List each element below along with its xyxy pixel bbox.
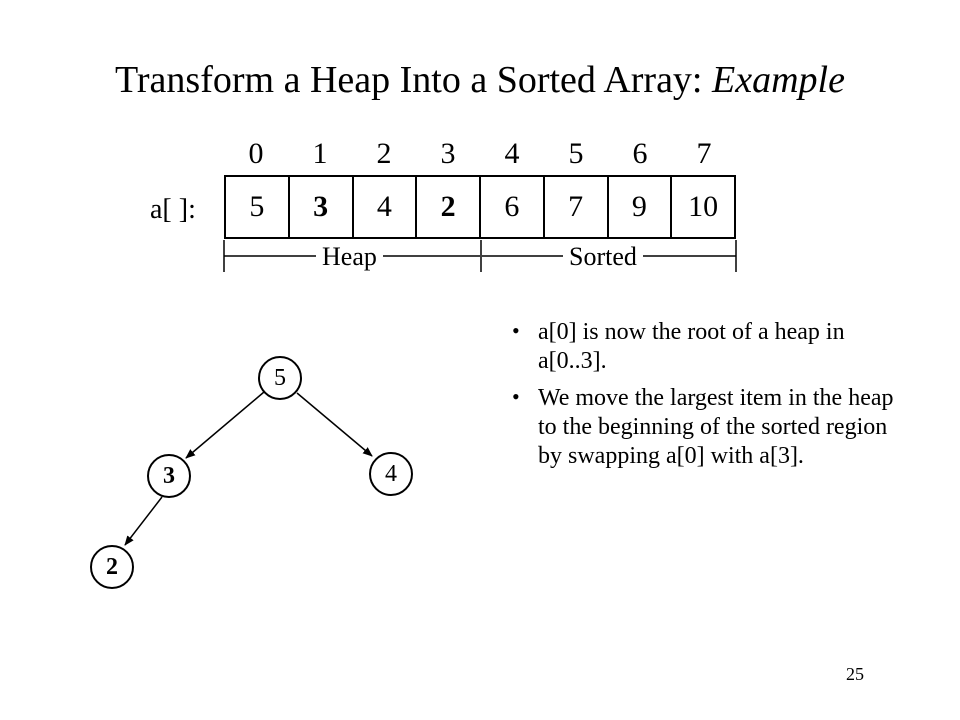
array-cell-3: 2 bbox=[417, 177, 481, 237]
array-cell-0: 5 bbox=[226, 177, 290, 237]
array-label: a[ ]: bbox=[150, 194, 196, 225]
array-cell-7: 10 bbox=[688, 190, 719, 223]
array-index-6: 6 bbox=[632, 137, 648, 170]
array-index-5: 5 bbox=[568, 137, 584, 170]
array-index-4: 4 bbox=[504, 137, 520, 170]
heap-region-label: Heap bbox=[316, 239, 383, 275]
array-index-0: 0 bbox=[248, 137, 264, 170]
array-index-3: 3 bbox=[440, 137, 456, 170]
edge-root-left bbox=[186, 392, 264, 458]
array-cell-6: 9 bbox=[609, 177, 673, 237]
array-index-2: 2 bbox=[376, 137, 392, 170]
page-number: 25 bbox=[846, 664, 864, 684]
title-emphasis: Example bbox=[712, 59, 845, 101]
array-index-7: 7 bbox=[696, 137, 712, 170]
sorted-region-label: Sorted bbox=[563, 239, 643, 275]
edge-root-right bbox=[297, 393, 372, 456]
array-cell-2: 4 bbox=[354, 177, 418, 237]
bullet-list bbox=[512, 318, 912, 479]
bullet-dot: • bbox=[512, 318, 520, 343]
bullet-text-2: We move the largest item in the heap to the beginning of the sorted region by swapping a[0] with a[3]. bbox=[538, 385, 894, 469]
tree-node-right: 4 bbox=[369, 452, 413, 496]
title-main: Transform a Heap Into a Sorted Array: bbox=[115, 59, 712, 101]
edge-left-leftleft bbox=[125, 497, 162, 545]
array-cell-1: 3 bbox=[290, 177, 354, 237]
tree-node-root: 5 bbox=[258, 356, 302, 400]
tree-node-left: 3 bbox=[147, 454, 191, 498]
array-cell-4: 6 bbox=[481, 177, 545, 237]
bullet-text-1: a[0] is now the root of a heap in a[0..3]. bbox=[538, 319, 845, 374]
tree-node-leftleft: 2 bbox=[90, 545, 134, 589]
array-index-1: 1 bbox=[312, 137, 328, 170]
bullet-item-1 bbox=[512, 318, 912, 376]
array-cell-5: 7 bbox=[545, 177, 609, 237]
bullet-dot: • bbox=[512, 384, 520, 409]
bullet-item-2 bbox=[512, 384, 912, 471]
